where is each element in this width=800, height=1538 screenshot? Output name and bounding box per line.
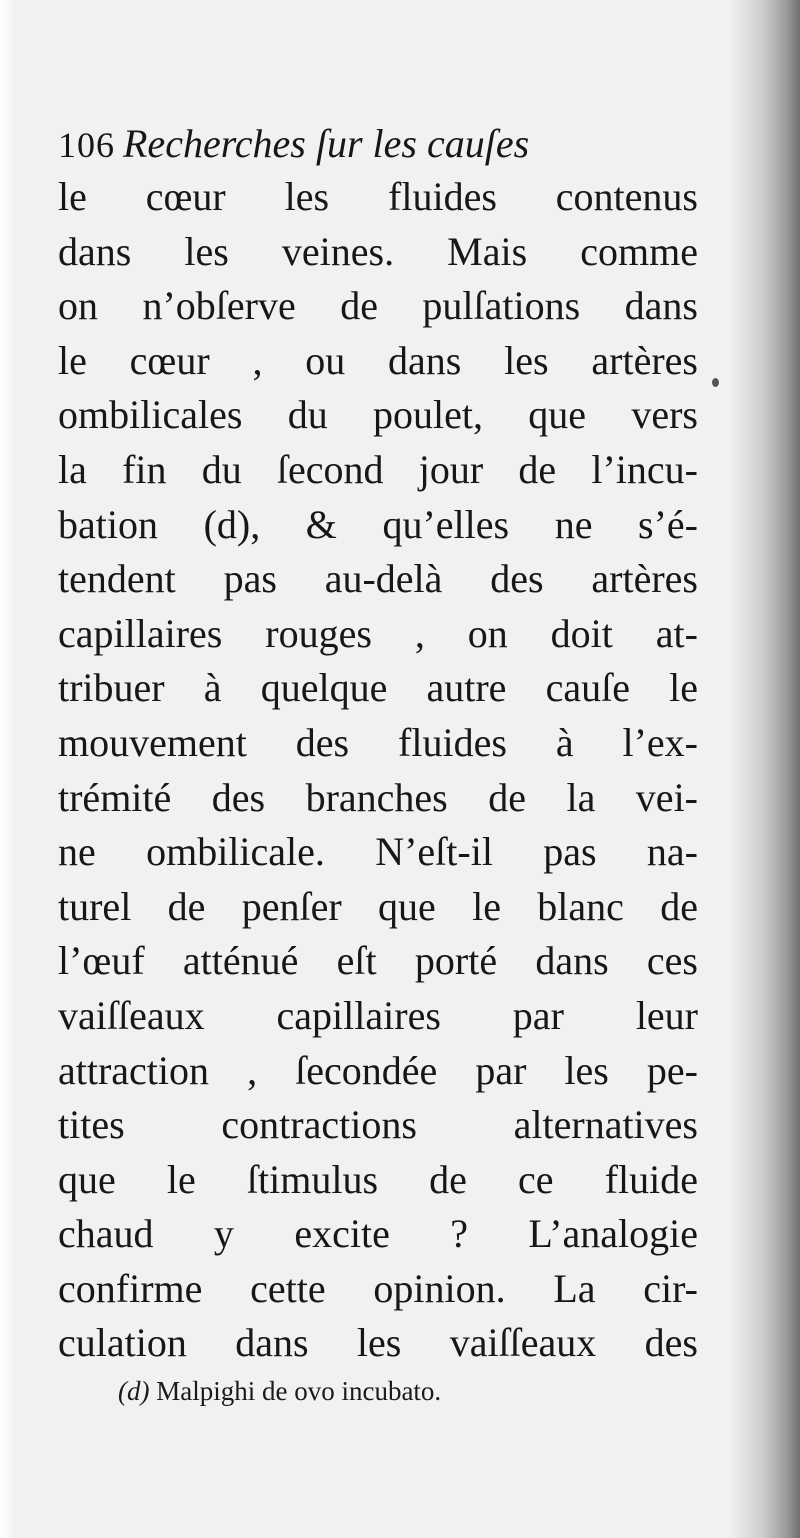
text-line: ombilicales du poulet, que vers (58, 392, 698, 438)
text-line: capillaires rouges , on doit at- (58, 610, 698, 656)
footnote-text: Malpighi de ovo incubato. (156, 1376, 442, 1406)
text-line: tendent pas au-delà des artères (58, 556, 698, 602)
text-line: l’œuf atténué eſt porté dans ces (58, 938, 698, 984)
text-line: que le ſtimulus de ce fluide (58, 1156, 698, 1202)
text-line: vaiſſeaux capillaires par leur (58, 992, 698, 1038)
text-line: trémité des branches de la vei- (58, 774, 698, 820)
body-text (58, 170, 698, 1371)
text-line: la fin du ſecond jour de l’incu- (58, 446, 698, 492)
page-number: 106 (58, 125, 115, 165)
text-line: turel de penſer que le blanc de (58, 883, 698, 929)
page-header (58, 120, 718, 164)
text-line: le cœur les fluides contenus (58, 174, 698, 219)
text-line: mouvement des fluides à l’ex- (58, 719, 698, 765)
text-line: le cœur , ou dans les artères (58, 337, 698, 383)
running-title: Recherches ſur les cauſes (123, 121, 530, 166)
footnote (118, 1374, 441, 1408)
text-line: bation (d), & qu’elles ne s’é- (58, 501, 698, 547)
page-left-margin (0, 0, 14, 1538)
text-line: chaud y excite ? L’analogie (58, 1211, 698, 1257)
text-line: confirme cette opinion. La cir- (58, 1265, 698, 1311)
text-line: tites contractions alternatives (58, 1102, 698, 1148)
text-line: culation dans les vaiſſeaux des (58, 1320, 698, 1366)
page-gutter-shadow (730, 0, 800, 1538)
text-line: on n’obſerve de pulſations dans (58, 283, 698, 329)
ink-speck (712, 378, 719, 387)
text-line: ne ombilicale. N’eſt-il pas na- (58, 829, 698, 875)
text-line: dans les veines. Mais comme (58, 228, 698, 274)
text-line: attraction , ſecondée par les pe- (58, 1047, 698, 1093)
footnote-mark: (d) (118, 1376, 150, 1406)
text-line: tribuer à quelque autre cauſe le (58, 665, 698, 711)
